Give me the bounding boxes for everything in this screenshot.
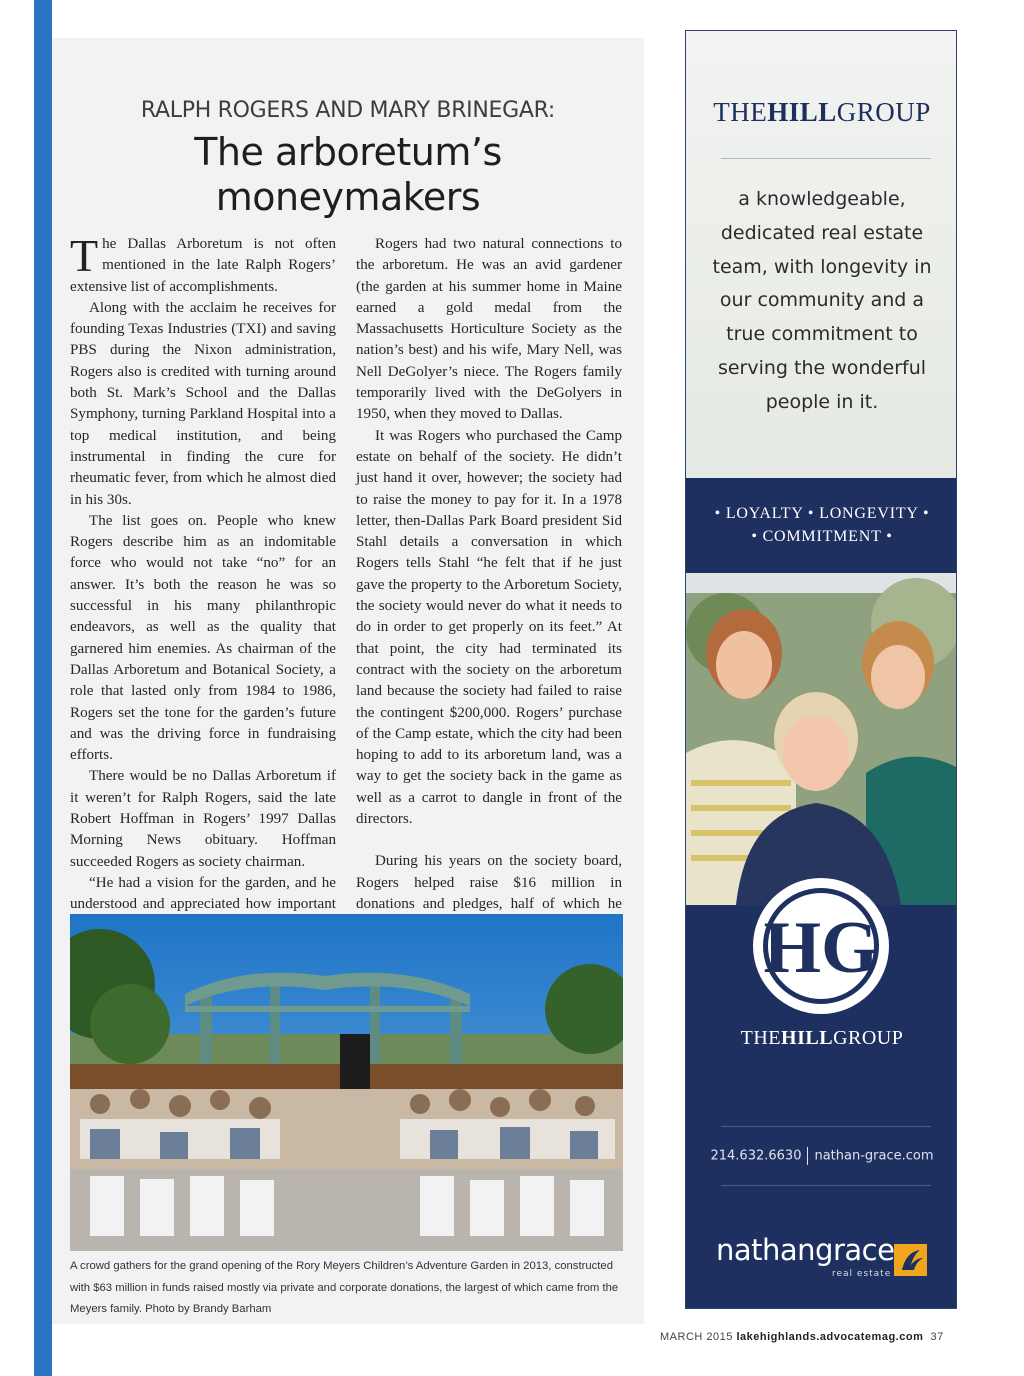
footer-month: MARCH [660, 1331, 703, 1343]
contact-separator [807, 1147, 808, 1165]
hg-logo [749, 874, 893, 1018]
hill-group-advertisement[interactable] [685, 30, 957, 1309]
phone-number[interactable]: 214.632.6630 [710, 1148, 802, 1164]
page-footer [660, 1331, 944, 1343]
paragraph: Rogers had two natural connections to the arboretum. He was an avid gardener (the garden at his summer home in Maine earned a gold medal from the Massachusetts Horticulture Society as the nation’s best) and his wife, Mary Nell, was Nell DeGolyer’s niece. The Rogers family temporarily lived with the DeGolyers in 1950, when they moved to Dallas. [356, 236, 622, 423]
paragraph: During his years on the society board, Rogers helped raise $16 million in donations and pledges, half of which he [356, 853, 622, 912]
brand-hill: HILL [767, 97, 837, 127]
ad-contact [686, 1147, 957, 1165]
brand-group: GROUP [836, 97, 931, 127]
ad-brand-bottom [686, 1027, 957, 1050]
team-photo [686, 573, 957, 905]
ad-values [686, 502, 957, 548]
footer-site: lakehighlands.advocatemag.com [736, 1331, 924, 1343]
paragraph-text: he Dallas Arboretum is not often mentioned in the late Ralph Rogers’ extensive list of accomplishments. [70, 236, 336, 295]
headline-line-2: moneymakers [215, 175, 481, 219]
article-column-right [356, 234, 622, 958]
paragraph: Along with the acclaim he receives for founding Texas Industries (TXI) and saving PBS during the Nixon administration, Rogers also is credited with turning around both St. Mark’s School and the Dallas Symphony, turning Parkland Hospital into a top medical institution, and being instrumental in finding the cure for rheumatic fever, from which he almost died in his 30s. [70, 299, 336, 508]
values-line-2: • COMMITMENT • [751, 528, 893, 545]
paragraph: There would be no Dallas Arboretum if it weren’t for Ralph Rogers, said the late Robert Hoffman in Rogers’ 1997 Dallas Morning News obituary. Hoffman succeeded Rogers as society chairman. [70, 768, 336, 870]
article-column-left [70, 230, 336, 937]
values-line-1: • LOYALTY • LONGEVITY • [714, 505, 930, 522]
headline-line-1: The arboretum’s [194, 130, 502, 174]
brand-the: THE [713, 97, 768, 127]
ad-divider [721, 1185, 931, 1186]
brand-the: THE [740, 1027, 782, 1049]
nathangrace-logo-icon [894, 1244, 927, 1276]
ad-divider [721, 158, 931, 159]
footer-year: 2015 [706, 1331, 733, 1343]
ad-tagline: a knowledgeable, dedicated real estate team, with longevity in our community and a true commitment to serving the wonderful people in it. [712, 188, 932, 413]
left-accent-bar [34, 0, 52, 1376]
nathangrace-realestate: real estate [832, 1269, 892, 1279]
brand-group: GROUP [833, 1027, 904, 1049]
ad-divider [721, 1126, 931, 1127]
article-headline [52, 130, 644, 220]
garden-opening-photo [70, 914, 623, 1251]
nathangrace-wordmark: nathangrace [716, 1233, 895, 1267]
paragraph: “He had a vision for the garden, and he understood and appreciated how important [70, 874, 336, 913]
paragraph: The list goes on. People who knew Rogers describe him as an indomitable force who would not take “no” for an answer. It’s both the reason he was so successful in his many philanthropic endeavors, as well as the quality that garnered him enemies. As chairman of the Dallas Arboretum and Botanical Society, a role that lasted only from 1984 to 1986, Rogers set the tone for the garden’s future and was the driving force in fundraising efforts. [70, 512, 336, 764]
photo-caption: A crowd gathers for the grand opening of the Rory Meyers Children’s Adventure Garden in 2013, constructed with $63 million in funds raised mostly via private and corporate donations, the largest of which came from the Meyers family. Photo by Brandy Barham [70, 1260, 619, 1315]
paragraph: It was Rogers who purchased the Camp estate on behalf of the society. He didn’t just hand it over, however; the society had to raise the money to pay for it. In a 1978 letter, then-Dallas Park Board president Sid Stahl details a conversation in which Rogers tells Stahl “he felt that if he just gave the property to the Arboretum Society, the society would never do what it needs to do in order to get properly on its feet.” At that point, the city had terminated its contract with the society on the arboretum land because the society had failed to raise the contingent $200,000. Rogers’ purchase of the Camp estate, which the city had been hoping to add to its arboretum land, was a way to get the society back in the game as well as a carrot to dangle in front of the directors. [356, 427, 622, 828]
paragraph [70, 230, 336, 298]
brand-hill: HILL [781, 1027, 834, 1049]
article-kicker: RALPH ROGERS AND MARY BRINEGAR: [140, 98, 556, 123]
ad-brand-top [686, 97, 957, 128]
website-link[interactable]: nathan-grace.com [814, 1148, 934, 1164]
hg-monogram: HG [763, 907, 879, 989]
drop-cap: T [70, 230, 99, 281]
article-panel [52, 38, 644, 1324]
page-number: 37 [930, 1331, 944, 1343]
